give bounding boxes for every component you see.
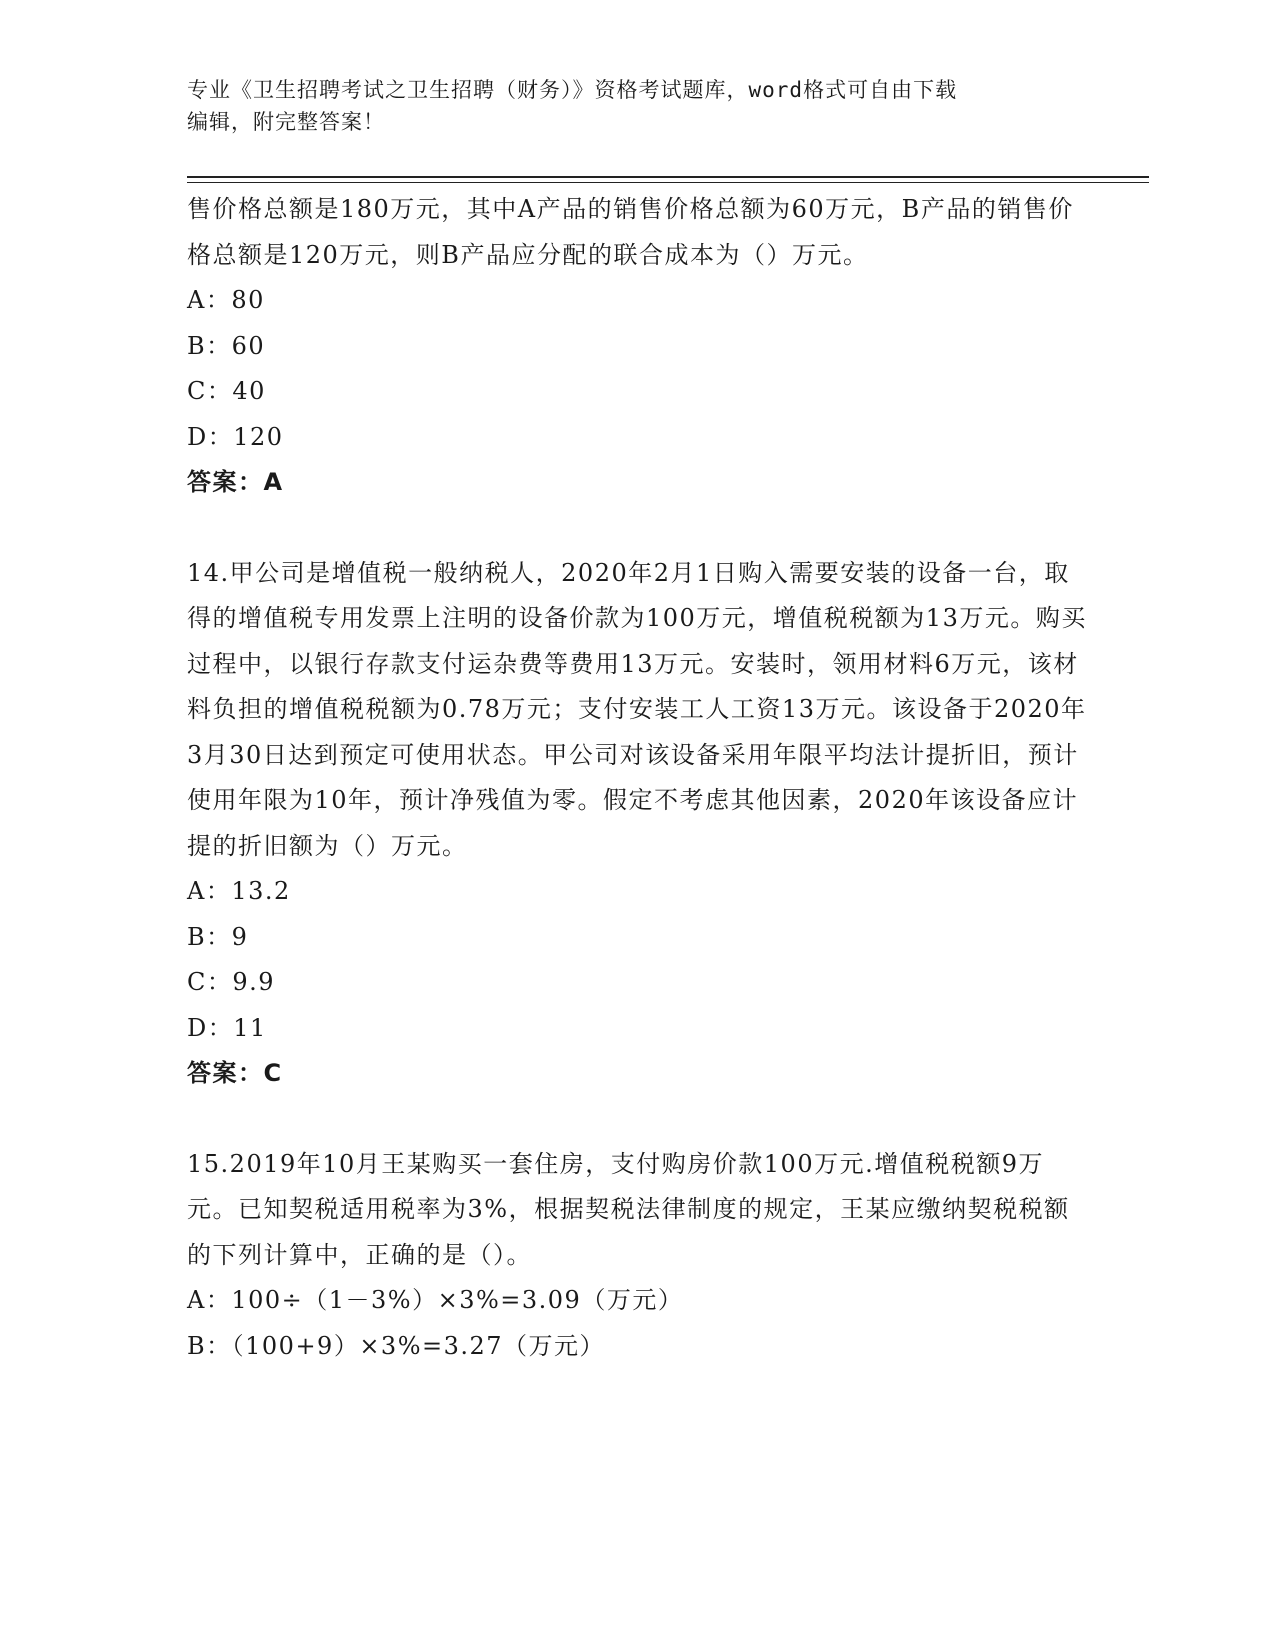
document-header (187, 74, 1087, 138)
question-13-option-c: C：40 (187, 377, 266, 405)
question-13-answer: 答案：A (187, 468, 284, 496)
question-15-option-a: A：100÷（1－3%）×3%=3.09（万元） (187, 1286, 684, 1314)
question-15-option-b: B：（100+9）×3%=3.27（万元） (187, 1331, 606, 1360)
spacer (187, 506, 1087, 551)
question-13-option-d: D：120 (187, 422, 284, 451)
question-14-option-b: B：9 (187, 922, 249, 951)
question-14-answer: 答案：C (187, 1059, 283, 1087)
header-line-1: 专业《卫生招聘考试之卫生招聘（财务）》资格考试题库，word格式可自由下载 (187, 78, 958, 102)
header-divider-thin (187, 182, 1149, 183)
spacer (187, 1097, 1087, 1142)
question-13-option-b: B：60 (187, 331, 266, 360)
question-13-text: 售价格总额是180万元，其中A产品的销售价格总额为60万元，B产品的销售价格总额是120万元，则B产品应分配的联合成本为（）万元。 (187, 195, 1074, 269)
question-14-option-c: C：9.9 (187, 968, 276, 996)
header-divider-thick (187, 176, 1149, 178)
question-13 (187, 187, 1087, 506)
question-15 (187, 1142, 1087, 1370)
question-list (187, 187, 1087, 1369)
question-14 (187, 551, 1087, 1097)
header-line-2: 编辑，附完整答案！ (187, 110, 385, 134)
question-14-option-d: D：11 (187, 1013, 267, 1042)
question-14-option-a: A：13.2 (187, 877, 291, 905)
question-15-text: 15.2019年10月王某购买一套住房，支付购房价款100万元.增值税税额9万元。已知契税适用税率为3%，根据契税法律制度的规定，王某应缴纳契税税额的下列计算中，正确的是（）。 (187, 1149, 1070, 1269)
question-14-text: 14.甲公司是增值税一般纳税人，2020年2月1日购入需要安装的设备一台，取得的增值税专用发票上注明的设备价款为100万元，增值税税额为13万元。购买过程中，以银行存款支付运杂费等费用13万元。安装时，领用材料6万元，该材料负担的增值税税额为0.78万元；支付安装工人工资13万元。该设备于2020年3月30日达到预定可使用状态。甲公司对该设备采用年限平均法计提折旧，预计使用年限为10年，预计净残值为零。假定不考虑其他因素，2020年该设备应计提的折旧额为（）万元。 (187, 558, 1087, 860)
question-13-option-a: A：80 (187, 286, 265, 314)
